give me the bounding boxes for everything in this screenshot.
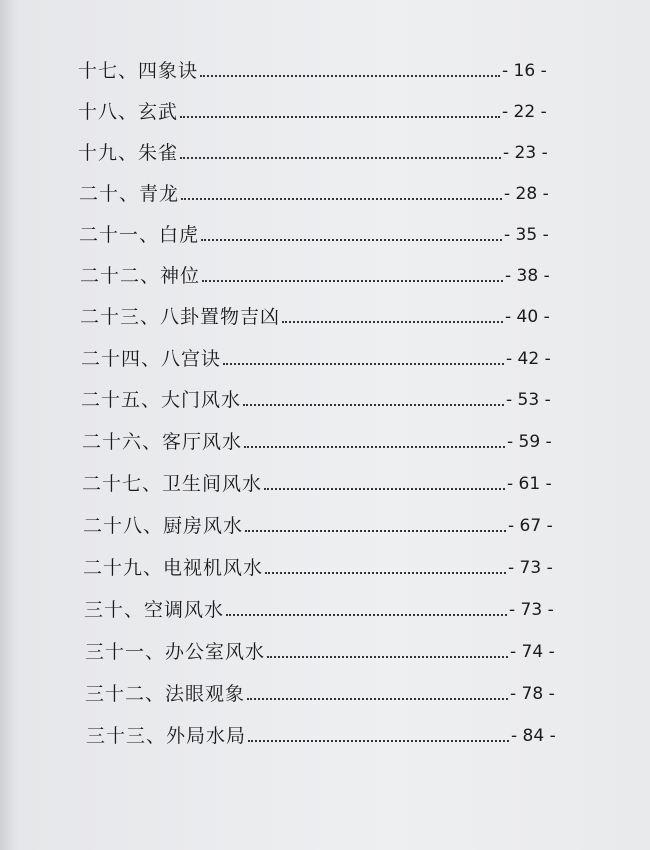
dot-leader	[201, 239, 502, 241]
toc-entry-title: 二十五、大门风水	[81, 389, 242, 411]
dot-leader	[243, 404, 504, 406]
toc-entry	[82, 424, 579, 454]
toc-entry	[78, 135, 575, 165]
toc-entry	[82, 466, 579, 496]
toc-entry	[86, 718, 583, 748]
toc-entry-title: 二十二、神位	[80, 265, 201, 287]
toc-entry-title: 三十、空调风水	[84, 599, 225, 621]
toc-entry	[78, 53, 574, 83]
toc-entry	[81, 341, 578, 371]
dot-leader	[244, 446, 505, 448]
toc-entry-title: 三十三、外局水局	[86, 725, 247, 747]
toc-entry-page: - 84 -	[511, 726, 556, 746]
toc-entry-page: - 74 -	[510, 642, 555, 662]
toc-entry-title: 二十三、八卦置物吉凶	[80, 306, 281, 328]
toc-entry	[79, 176, 576, 206]
toc-entry-title: 二十六、客厅风水	[82, 431, 243, 453]
toc-entry-title: 十九、朱雀	[78, 142, 179, 164]
dot-leader	[267, 656, 508, 658]
toc-entry-title: 二十七、卫生间风水	[82, 473, 263, 495]
toc-entry	[80, 299, 577, 329]
toc-entry-page: - 28 -	[504, 184, 549, 204]
toc-entry-page: - 35 -	[504, 225, 549, 245]
dot-leader	[223, 363, 504, 365]
toc-entry	[81, 382, 578, 412]
toc-entry-page: - 73 -	[509, 600, 554, 620]
toc-entry-title: 二十四、八宫诀	[81, 348, 222, 370]
dot-leader	[282, 321, 503, 323]
toc-entry-page: - 16 -	[502, 61, 547, 81]
toc-entry	[85, 676, 582, 706]
toc-entry	[83, 508, 580, 538]
dot-leader	[202, 280, 503, 282]
dot-leader	[245, 530, 506, 532]
toc-entry-page: - 38 -	[505, 266, 550, 286]
toc-entry-page: - 59 -	[507, 432, 552, 452]
dot-leader	[180, 157, 501, 159]
toc-entry	[80, 258, 577, 288]
toc-entry	[78, 94, 574, 124]
toc-entry-title: 三十一、办公室风水	[85, 641, 266, 663]
dot-leader	[247, 698, 508, 700]
toc-entry-title: 三十二、法眼观象	[85, 683, 246, 705]
toc-entry-page: - 67 -	[508, 516, 553, 536]
toc-entry-page: - 73 -	[508, 558, 553, 578]
toc-entry	[85, 634, 582, 664]
dot-leader	[248, 740, 509, 742]
toc-entry-page: - 23 -	[503, 143, 548, 163]
toc-entry-title: 二十、青龙	[79, 183, 180, 205]
toc-entry-title: 二十八、厨房风水	[83, 515, 244, 537]
toc-entry-page: - 53 -	[506, 390, 551, 410]
toc-entry-page: - 40 -	[505, 307, 550, 327]
toc-entry-title: 十七、四象诀	[78, 60, 199, 82]
dot-leader	[180, 116, 500, 118]
dot-leader	[200, 75, 500, 77]
toc-entry	[84, 592, 581, 622]
toc-entry	[79, 217, 576, 247]
toc-entry-title: 二十一、白虎	[79, 224, 200, 246]
dot-leader	[264, 488, 505, 490]
toc-entry-title: 十八、玄武	[78, 101, 179, 123]
dot-leader	[226, 614, 507, 616]
toc-entry-page: - 78 -	[510, 684, 555, 704]
toc-entry-page: - 22 -	[502, 102, 547, 122]
dot-leader	[265, 572, 506, 574]
dot-leader	[181, 198, 502, 200]
toc-entry-title: 二十九、电视机风水	[83, 557, 264, 579]
toc-entry	[83, 550, 580, 580]
toc-entry-page: - 61 -	[507, 474, 552, 494]
toc-entry-page: - 42 -	[506, 349, 551, 369]
